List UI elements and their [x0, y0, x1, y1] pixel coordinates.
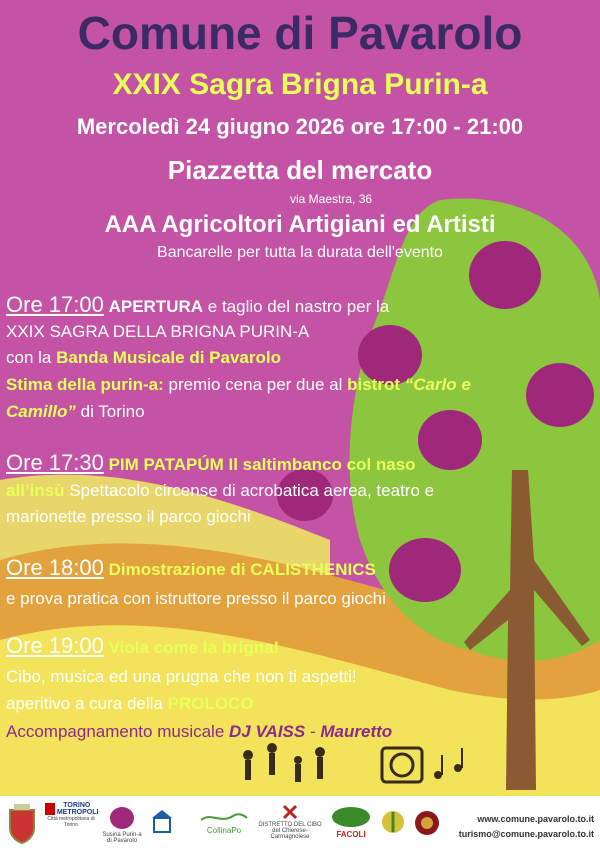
event-date-time: Mercoledì 24 giugno 2026 ore 17:00 - 21:00: [76, 114, 524, 139]
program-time: Ore 17:30: [6, 450, 104, 475]
program-item-2-line-1: Ore 17:30 PIM PATAPÚM Il saltimbanco col naso: [6, 450, 416, 475]
program-item-4-line-3: aperitivo a cura della PROLOCO: [6, 694, 254, 713]
program-item-2-line-3: marionette presso il parco giochi: [6, 507, 251, 526]
program-item-1-line-1: Ore 17:00 APERTURA e taglio del nastro per la: [6, 292, 390, 317]
program-item-4-line-4: Accompagnamento musicale DJ VAISS - Mauretto: [6, 722, 393, 741]
email-link[interactable]: turismo@comune.pavarolo.to.it: [458, 829, 594, 839]
seal-icon: [414, 810, 440, 836]
logo-collinapo: CollinaPo: [196, 812, 252, 835]
plum: [389, 538, 461, 602]
plum-icon: [107, 804, 137, 830]
program-item-1-line-2: XXIX SAGRA DELLA BRIGNA PURIN-A: [6, 322, 310, 341]
logo-torino-metropoli: TORINO METROPOLI Città metropolitana di Torino: [44, 802, 98, 828]
program-time: Ore 19:00: [6, 633, 104, 658]
program-item-2-line-2: all’insù Spettacolo circense di acrobatica aerea, teatro e: [6, 481, 435, 500]
venue-address: via Maestra, 36: [290, 192, 373, 206]
logo-facoli: FACOLI: [330, 806, 372, 839]
program-item-1-line-3: con la Banda Musicale di Pavarolo: [6, 348, 281, 367]
program-time: Ore 18:00: [6, 555, 104, 580]
river-wave-icon: [199, 812, 249, 824]
program-item-3-line-1: Ore 18:00 Dimostrazione di CALISTHENICS: [6, 555, 376, 580]
venue: Piazzetta del mercato: [167, 155, 433, 185]
logo-distretto-cibo: DISTRETTO DEL CIBO del Chierese-Carmagnolese: [258, 804, 322, 840]
sponsor-logos-bar: [0, 796, 600, 857]
program-item-1-line-5: Camillo” di Torino: [6, 402, 145, 421]
program-time: Ore 17:00: [6, 292, 104, 317]
program-item-1-line-4: Stima della purin-a: premio cena per due al bistrot “Carlo e: [6, 375, 471, 394]
unesco-icon: [150, 808, 174, 838]
municipality-crest-icon: [8, 804, 36, 844]
program-item-4-line-2: Cibo, musica ed una prugna che non ti aspetti!: [6, 667, 357, 686]
proloco-emblem-icon: [380, 808, 406, 838]
logo-susina-purina: Susina Purin-a di Pavarolo: [102, 804, 142, 844]
plum: [418, 410, 482, 470]
facoli-badge-icon: [331, 806, 371, 828]
program-item-3-line-2: e prova pratica con istruttore presso il parco giochi: [6, 589, 386, 608]
distretto-mark-icon: [282, 804, 298, 820]
stalls-note: Bancarelle per tutta la durata dell'evento: [157, 244, 443, 261]
aaa-heading: AAA Agricoltori Artigiani ed Artisti: [104, 211, 496, 238]
italy-flag-icon: [45, 803, 55, 815]
municipality-title: Comune di Pavarolo: [77, 7, 523, 59]
plum: [526, 363, 594, 427]
program-item-4-line-1: Ore 19:00 Viola come la brigna!: [6, 633, 280, 658]
website-link[interactable]: www.comune.pavarolo.to.it: [477, 814, 594, 824]
event-title: XXIX Sagra Brigna Purin-a: [112, 68, 488, 101]
